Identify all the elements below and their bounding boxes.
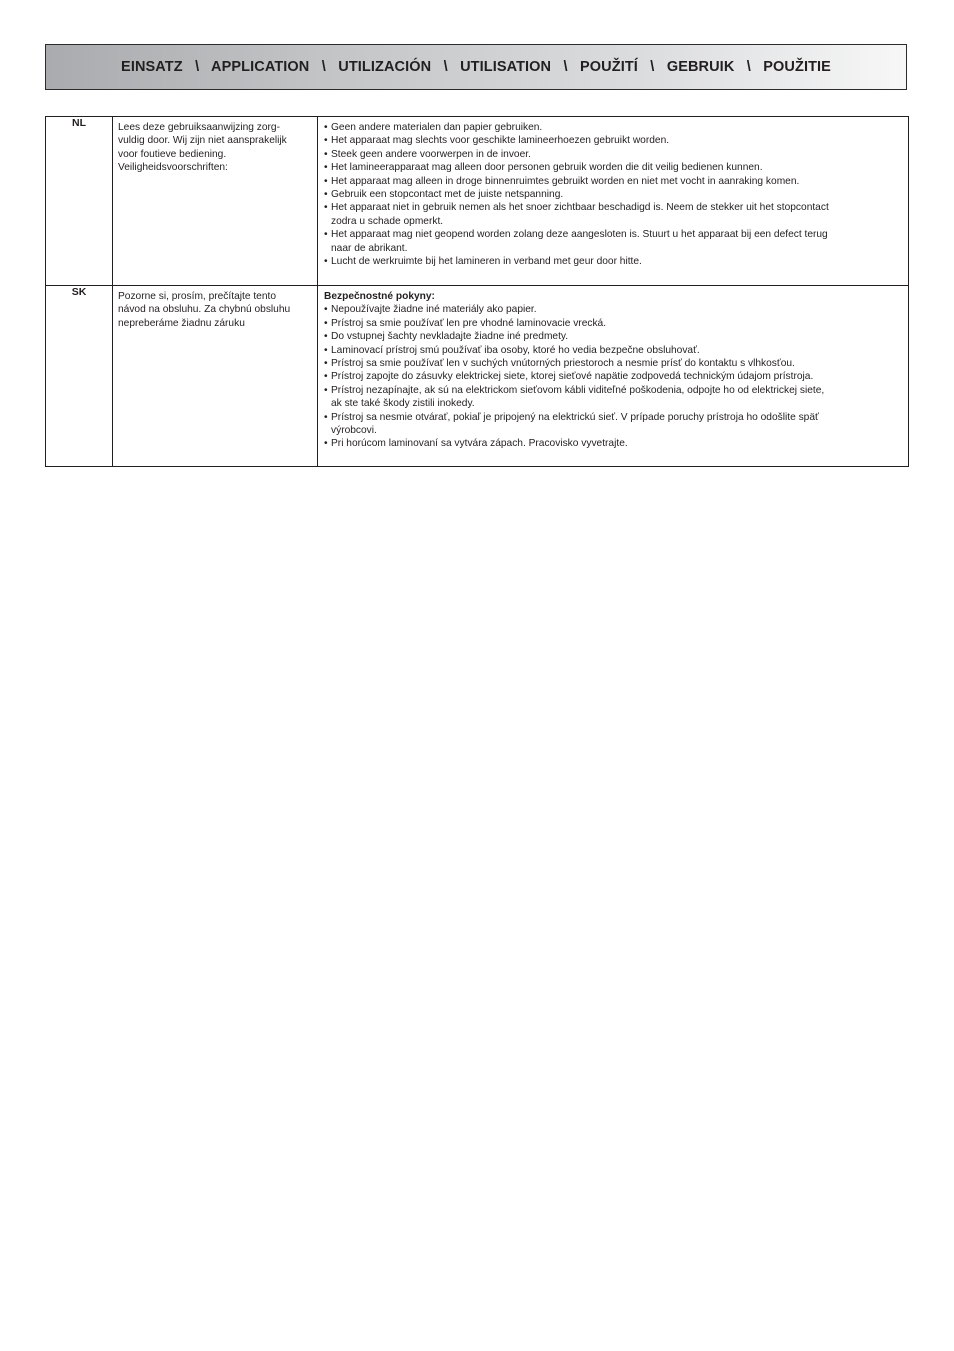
rules-heading: Bezpečnostné pokyny: (324, 291, 435, 302)
rules-list (324, 303, 902, 450)
rules-cell (318, 117, 909, 286)
list-item-text: Prístroj zapojte do zásuvky elektrickej siete, ktorej sieťové napätie zodpovedá technickým údajom prístroja. (331, 371, 814, 383)
bullet-icon: • (324, 162, 328, 174)
rules-cell (318, 286, 909, 467)
table-row (46, 117, 909, 286)
bullet-icon: • (324, 358, 328, 370)
list-item (324, 148, 902, 161)
intro-text: Lees deze gebruiksaanwijzing zorg- vuldig door. Wij zijn niet aansprakelijk voor foutieve bediening. Veiligheidsvoorschriften: (118, 122, 287, 174)
list-item-text: Lucht de werkruimte bij het lamineren in verband met geur door hitte. (331, 256, 642, 268)
list-item (324, 437, 902, 450)
bullet-icon: • (324, 122, 328, 133)
list-item (324, 255, 902, 268)
list-item-text: Het apparaat mag slechts voor geschikte lamineerhoezen gebruikt worden. (331, 135, 670, 147)
bullet-icon: • (324, 317, 328, 329)
bullet-icon: • (324, 344, 328, 356)
safety-rules (318, 117, 908, 276)
list-item (324, 317, 902, 330)
list-item-text: Geen andere materialen dan papier gebruiken. (331, 122, 543, 133)
list-item-text: Het apparaat niet in gebruik nemen als het snoer zichtbaar beschadigd is. Neem de stekker uit het stopcontact zodra u schade opmerkt. (331, 202, 829, 227)
bullet-icon: • (324, 411, 328, 423)
list-item (324, 330, 902, 343)
bullet-icon: • (324, 189, 328, 201)
bullet-icon: • (324, 331, 328, 343)
intro-text: Pozorne si, prosím, prečítajte tento návod na obsluhu. Za chybnú obsluhu nepreberáme žiadnu záruku (118, 291, 291, 329)
intro-cell (113, 286, 318, 467)
rules-list (324, 121, 902, 268)
list-item (324, 344, 902, 357)
list-item-text: Laminovací prístroj smú používať iba osoby, ktoré ho vedia bezpečne obsluhovať. (331, 344, 700, 356)
bullet-icon: • (324, 148, 328, 160)
section-header (45, 44, 907, 90)
list-item (324, 161, 902, 174)
list-item-text: Het apparaat mag niet geopend worden zolang deze aangesloten is. Stuurt u het apparaat bij een defect terug naar de abrikant. (331, 229, 828, 254)
bullet-icon: • (324, 256, 328, 268)
language-code: NL (46, 117, 113, 286)
list-item (324, 175, 902, 188)
list-item (324, 121, 902, 134)
list-item (324, 134, 902, 147)
safety-table (45, 116, 909, 467)
list-item (324, 357, 902, 370)
bullet-icon: • (324, 304, 328, 316)
list-item-text: Het apparaat mag alleen in droge binnenruimtes gebruikt worden en niet met vocht in aanraking komen. (331, 175, 800, 187)
list-item-text: Prístroj sa smie používať len v suchých vnútorných priestoroch a nesmie prísť do kontaktu s vlhkosťou. (331, 358, 795, 370)
list-item-text: Het lamineerapparaat mag alleen door personen gebruik worden die dit veilig bedienen kunnen. (331, 162, 763, 174)
bullet-icon: • (324, 202, 328, 214)
list-item-text: Steek geen andere voorwerpen in de invoer. (331, 148, 531, 160)
bullet-icon: • (324, 438, 328, 450)
list-item-text: Pri horúcom laminovaní sa vytvára zápach. Pracovisko vyvetrajte. (331, 438, 628, 450)
list-item (324, 303, 902, 316)
list-item-text: Gebruik een stopcontact met de juiste netspanning. (331, 189, 564, 201)
safety-rules (318, 286, 908, 459)
list-item (324, 411, 902, 438)
list-item-text: Do vstupnej šachty nevkladajte žiadne iné predmety. (331, 331, 569, 343)
bullet-icon: • (324, 384, 328, 396)
list-item-text: Nepoužívajte žiadne iné materiály ako papier. (331, 304, 537, 316)
language-code: SK (46, 286, 113, 467)
table-row (46, 286, 909, 467)
list-item-text: Prístroj nezapínajte, ak sú na elektrickom sieťovom kábli viditeľné poškodenia, odpojte ho od elektrickej siete, ak ste také škody zistili inokedy. (331, 384, 825, 410)
bullet-icon: • (324, 371, 328, 383)
list-item (324, 228, 902, 255)
list-item (324, 370, 902, 383)
list-item-text: Prístroj sa smie používať len pre vhodné laminovacie vrecká. (331, 317, 607, 329)
bullet-icon: • (324, 229, 328, 241)
list-item (324, 188, 902, 201)
bullet-icon: • (324, 175, 328, 187)
section-title: EINSATZ \ APPLICATION \ UTILIZACIÓN \ UTILISATION \ POUŽITÍ \ GEBRUIK \ POUŽITIE (121, 59, 831, 75)
list-item-text: Prístroj sa nesmie otvárať, pokiaľ je pripojený na elektrickú sieť. V prípade poruchy prístroja ho odošlite späť výrobcovi. (331, 411, 819, 437)
list-item (324, 384, 902, 411)
list-item (324, 201, 902, 228)
intro-cell (113, 117, 318, 286)
bullet-icon: • (324, 135, 328, 147)
